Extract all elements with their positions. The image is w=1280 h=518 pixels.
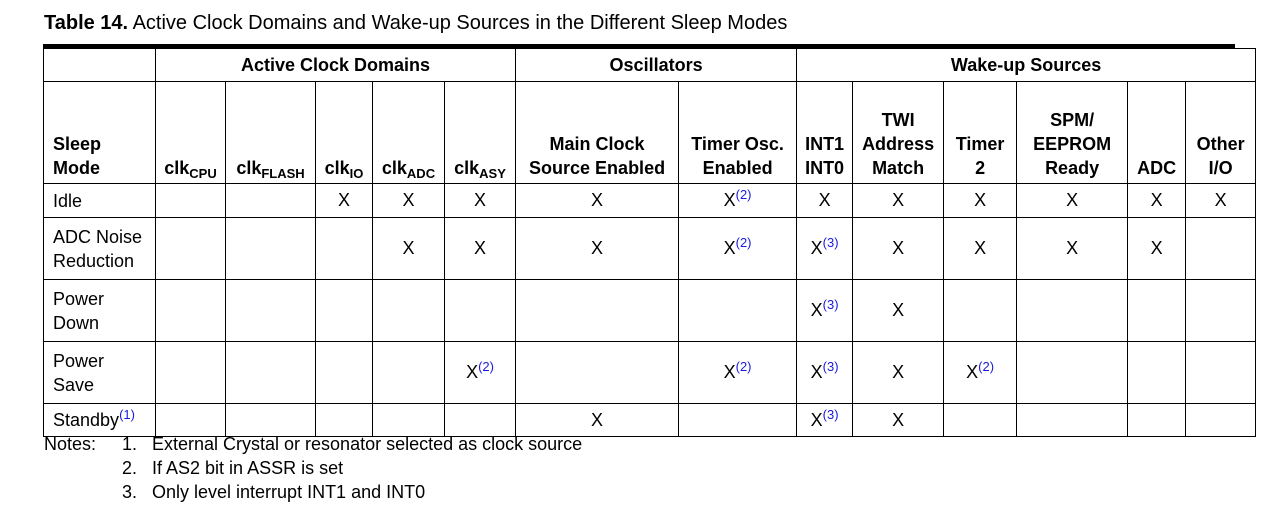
cell-timer2: X (944, 184, 1017, 218)
cell-main-clock: X (516, 404, 679, 437)
group-header-empty (44, 49, 156, 82)
cell-clk-adc (373, 342, 445, 404)
cell-clk-flash (226, 280, 316, 342)
col-header-twi: TWI Address Match (853, 82, 944, 184)
group-header-wakeup-sources: Wake-up Sources (797, 49, 1256, 82)
col-header-main-clock: Main Clock Source Enabled (516, 82, 679, 184)
col-header-clk-asy: clk$_{ASY}$ (445, 82, 516, 184)
table-caption (44, 12, 787, 35)
cell-adc (1128, 342, 1186, 404)
group-header-oscillators: Oscillators (516, 49, 797, 82)
sleep-mode-cell: Power Down (44, 280, 156, 342)
table-row (44, 184, 1256, 218)
cell-clk-io: X (316, 184, 373, 218)
cell-int: X$^{(3)}$ (797, 280, 853, 342)
cell-clk-cpu (156, 184, 226, 218)
cell-other-io (1186, 218, 1256, 280)
cell-clk-asy: X$^{(2)}$ (445, 342, 516, 404)
cell-adc: X (1128, 184, 1186, 218)
col-header-int: INT1 INT0 (797, 82, 853, 184)
cell-twi: X (853, 280, 944, 342)
sleep-mode-cell: Standby$^{(1)}$ (44, 404, 156, 437)
col-header-sleep-mode: Sleep Mode (44, 82, 156, 184)
cell-main-clock: X (516, 218, 679, 280)
sleep-mode-cell: Idle (44, 184, 156, 218)
sleep-mode-cell: ADC Noise Reduction (44, 218, 156, 280)
cell-clk-adc: X (373, 184, 445, 218)
table-title: Active Clock Domains and Wake-up Sources in the Different Sleep Modes (132, 12, 788, 34)
table-row (44, 218, 1256, 280)
col-header-spm-eeprom: SPM/ EEPROM Ready (1017, 82, 1128, 184)
cell-main-clock (516, 280, 679, 342)
table-row (44, 280, 1256, 342)
table-body (44, 184, 1256, 437)
cell-timer-osc (679, 280, 797, 342)
cell-twi: X (853, 184, 944, 218)
cell-clk-io (316, 280, 373, 342)
cell-other-io (1186, 342, 1256, 404)
cell-spm-eeprom (1017, 280, 1128, 342)
cell-spm-eeprom (1017, 342, 1128, 404)
col-header-adc: ADC (1128, 82, 1186, 184)
col-header-clk-adc: clk$_{ADC}$ (373, 82, 445, 184)
cell-other-io: X (1186, 184, 1256, 218)
cell-clk-flash (226, 342, 316, 404)
group-header-row (44, 49, 1256, 82)
cell-other-io (1186, 280, 1256, 342)
cell-timer2 (944, 404, 1017, 437)
cell-other-io (1186, 404, 1256, 437)
cell-timer2: X$^{(2)}$ (944, 342, 1017, 404)
note-item: 2. If AS2 bit in ASSR is set (122, 458, 344, 478)
col-header-clk-cpu: clk$_{CPU}$ (156, 82, 226, 184)
cell-int: X$^{(3)}$ (797, 342, 853, 404)
sleep-mode-cell: Power Save (44, 342, 156, 404)
cell-clk-adc (373, 280, 445, 342)
col-header-timer-osc: Timer Osc. Enabled (679, 82, 797, 184)
cell-clk-cpu (156, 218, 226, 280)
cell-clk-flash (226, 218, 316, 280)
cell-timer-osc: X$^{(2)}$ (679, 218, 797, 280)
column-header-row (44, 82, 1256, 184)
note-item: 3. Only level interrupt INT1 and INT0 (122, 482, 426, 502)
cell-twi: X (853, 342, 944, 404)
col-header-clk-flash: clk$_{FLASH}$ (226, 82, 316, 184)
cell-clk-cpu (156, 280, 226, 342)
cell-clk-cpu (156, 342, 226, 404)
cell-int: X$^{(3)}$ (797, 404, 853, 437)
cell-main-clock: X (516, 184, 679, 218)
cell-clk-io (316, 342, 373, 404)
cell-clk-asy: X (445, 218, 516, 280)
col-header-other-io: Other I/O (1186, 82, 1256, 184)
notes-label: Notes: (44, 434, 97, 454)
cell-spm-eeprom (1017, 404, 1128, 437)
col-header-clk-io: clk$_{IO}$ (316, 82, 373, 184)
cell-timer-osc (679, 404, 797, 437)
cell-timer2: X (944, 218, 1017, 280)
note-item: 1. External Crystal or resonator selected as clock source (122, 434, 583, 454)
cell-int: X (797, 184, 853, 218)
sleep-modes-table (43, 48, 1256, 437)
table-row (44, 342, 1256, 404)
cell-adc: X (1128, 218, 1186, 280)
cell-adc (1128, 404, 1186, 437)
cell-clk-io (316, 218, 373, 280)
cell-clk-asy (445, 280, 516, 342)
cell-timer-osc: X$^{(2)}$ (679, 342, 797, 404)
table-number: Table 14. (44, 12, 129, 34)
cell-spm-eeprom: X (1017, 184, 1128, 218)
cell-twi: X (853, 404, 944, 437)
group-header-clock-domains: Active Clock Domains (156, 49, 516, 82)
cell-int: X$^{(3)}$ (797, 218, 853, 280)
col-header-timer2: Timer 2 (944, 82, 1017, 184)
cell-main-clock (516, 342, 679, 404)
cell-clk-asy: X (445, 184, 516, 218)
cell-twi: X (853, 218, 944, 280)
cell-spm-eeprom: X (1017, 218, 1128, 280)
cell-timer-osc: X$^{(2)}$ (679, 184, 797, 218)
cell-adc (1128, 280, 1186, 342)
cell-clk-flash (226, 184, 316, 218)
cell-clk-adc: X (373, 218, 445, 280)
cell-timer2 (944, 280, 1017, 342)
